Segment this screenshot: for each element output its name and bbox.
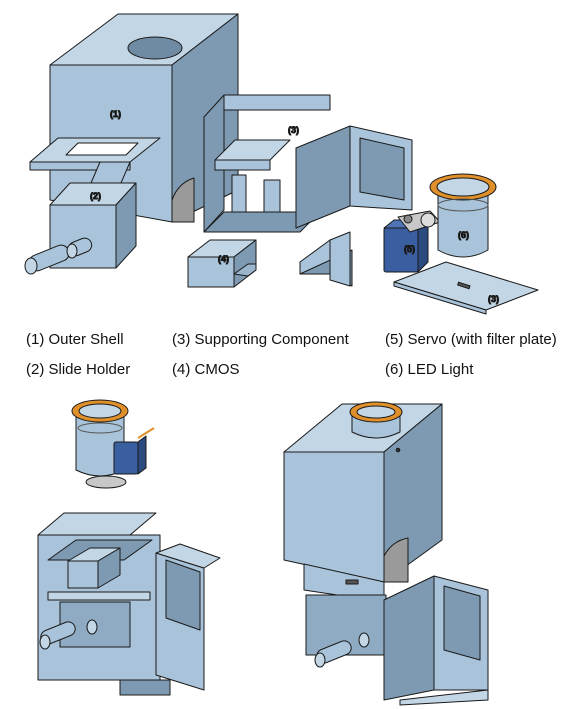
- label-supporting-component: (3): [288, 125, 299, 135]
- label-slide-holder: (2): [90, 191, 101, 201]
- label-outer-shell: (1): [110, 109, 121, 119]
- label-servo: (5): [404, 244, 415, 254]
- led-servo-subassembly: [72, 400, 154, 488]
- legend-servo: (5) Servo (with filter plate): [385, 331, 557, 348]
- legend-outer-shell: (1) Outer Shell: [26, 331, 124, 348]
- servo: [384, 211, 440, 272]
- legend-supporting-component: (3) Supporting Component: [172, 331, 349, 348]
- led-light: [430, 174, 496, 257]
- label-filter-plate: (3): [488, 294, 499, 304]
- legend-slide-holder: (2) Slide Holder: [26, 361, 131, 378]
- legend-led-light: (6) LED Light: [385, 361, 474, 378]
- full-assembly: [284, 402, 488, 705]
- slide-holder: [25, 183, 136, 274]
- cmos: [188, 240, 256, 287]
- legend-cmos: (4) CMOS: [172, 361, 240, 378]
- inner-assembly: [38, 513, 220, 695]
- label-led-light: (6): [458, 230, 469, 240]
- label-cmos: (4): [218, 254, 229, 264]
